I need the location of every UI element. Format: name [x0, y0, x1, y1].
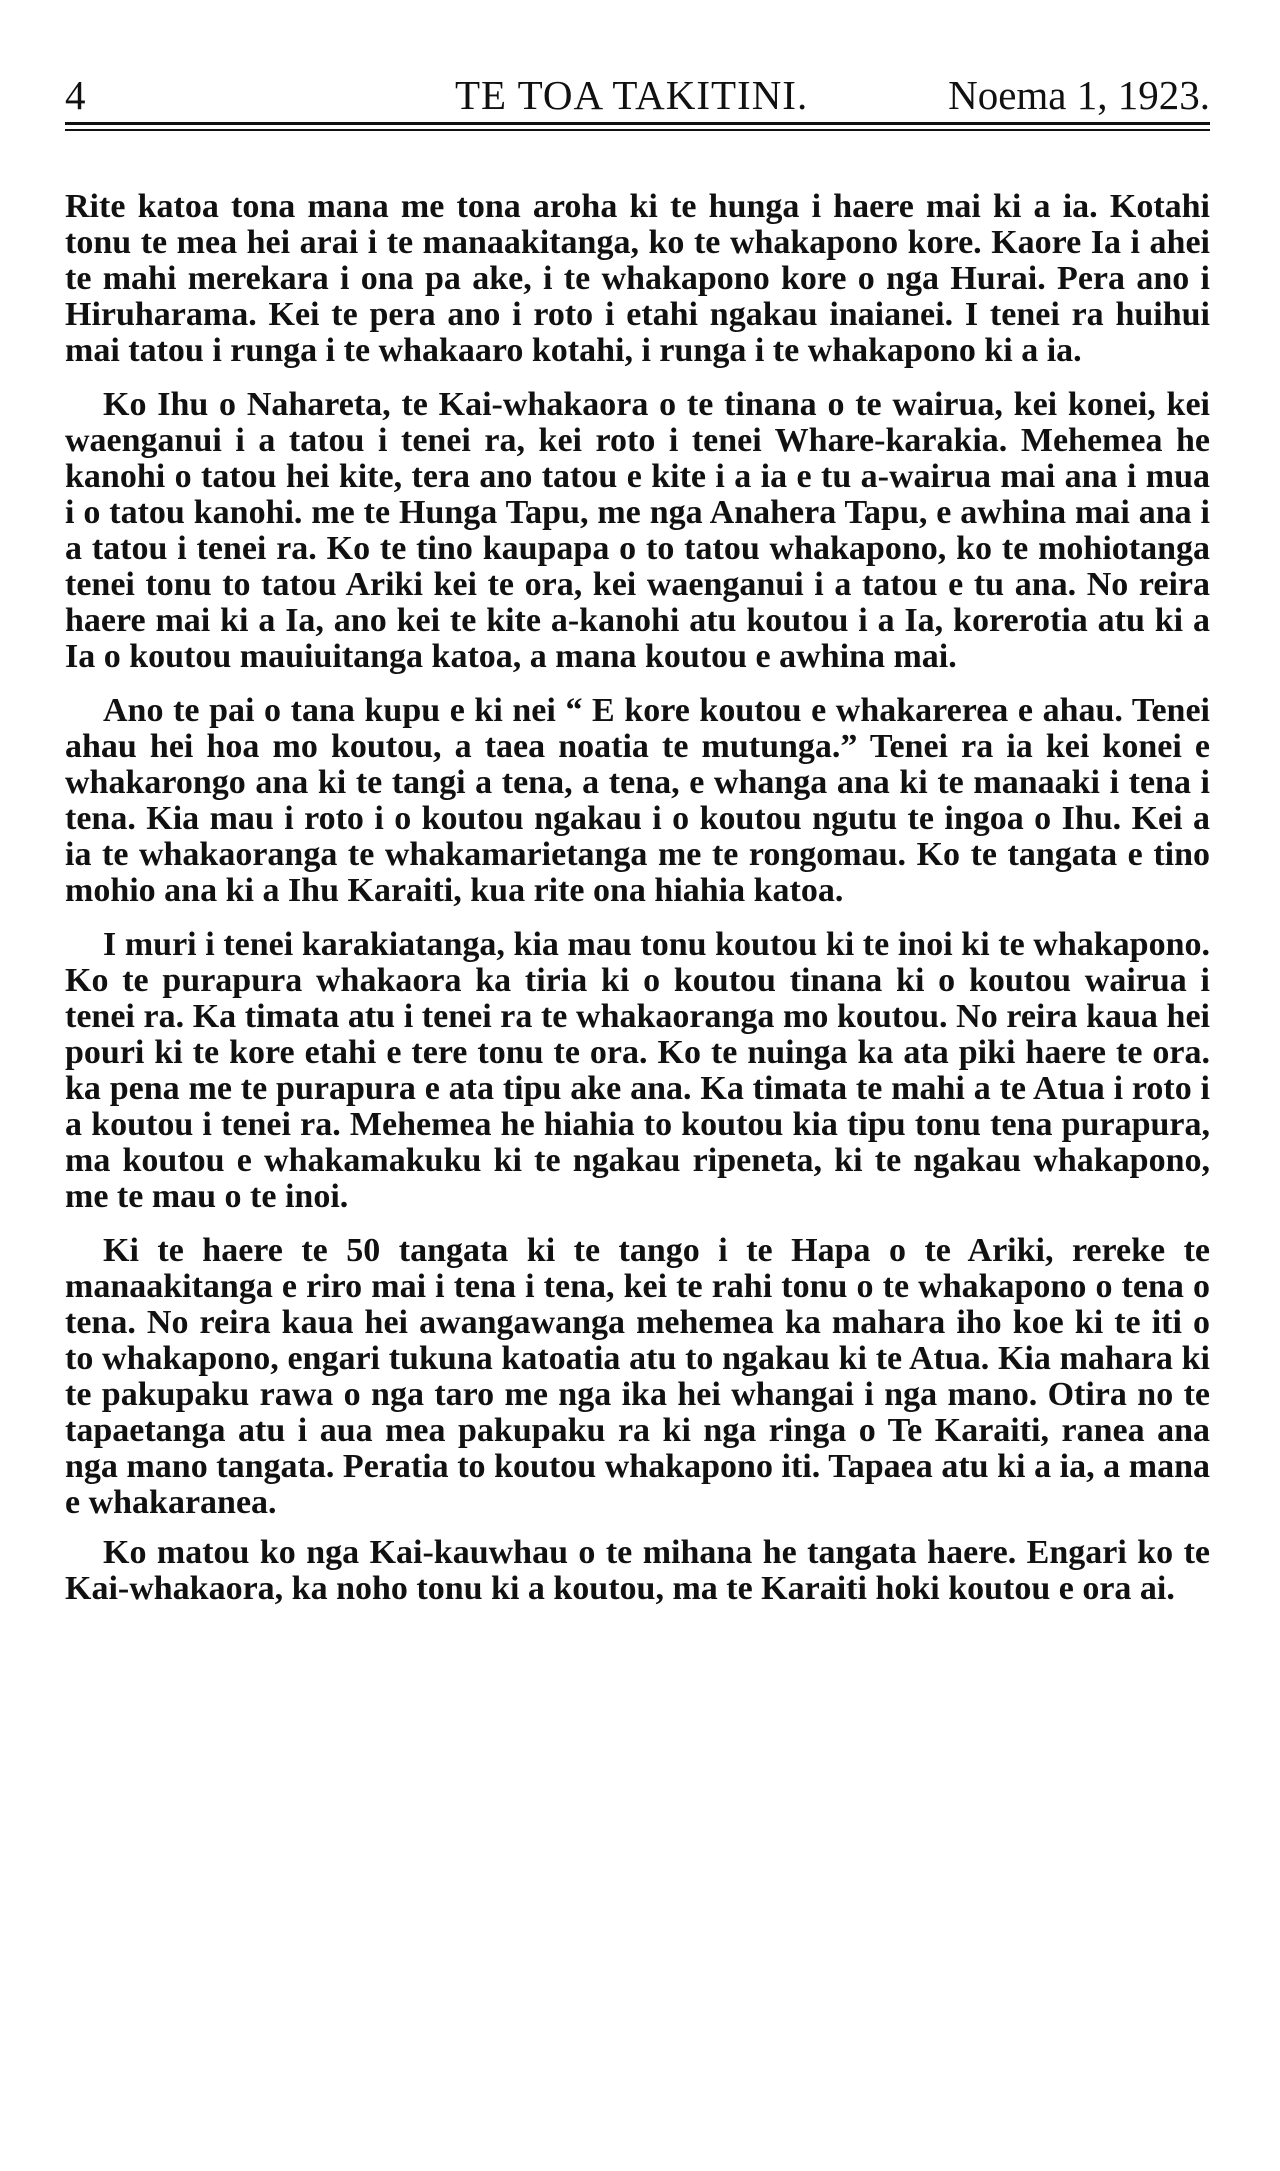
header-rule-thick: [65, 122, 1210, 125]
paragraph-4: I muri i tenei karakiatanga, kia mau tonu koutou ki te inoi ki te whakapono. Ko te purapura whakaora ka tiria ki o koutou tinana ki o koutou wairua i tenei ra. Ka timata atu i tenei ra te whakaoranga mo koutou. No reira kaua hei pouri ki te kore etahi e tere tonu te ora. Ko te nuinga ka ata piki haere te ora. ka pena me te purapura e ata tipu ake ana. Ka timata te mahi a te Atua i roto i a koutou i tenei ra. Mehemea he hiahia to koutou kia tipu tonu tena purapura, ma koutou e whakamakuku ki te ngakau ripeneta, ki te ngakau whakapono, me te mau o te inoi.: [65, 926, 1210, 1215]
running-header: [65, 70, 1210, 120]
paragraph-3: Ano te pai o tana kupu e ki nei “ E kore koutou e whakarerea e ahau. Tenei ahau hei hoa mo koutou, a taea noatia te mutunga.” Tenei ra ia kei konei e whakarongo ana ki te tangi a tena, a tena, e whanga ana ki te manaaki i tena i tena. Kia mau i roto i o koutou ngakau i o koutou ngutu te ingoa o Ihu. Kei a ia te whakaoranga te whakamarietanga me te rongomau. Ko te tangata e tino mohio ana ki a Ihu Karaiti, kua rite ona hiahia katoa.: [65, 692, 1210, 909]
paragraph-1: Rite katoa tona mana me tona aroha ki te hunga i haere mai ki a ia. Kotahi tonu te mea hei arai i te manaakitanga, ko te whakapono kore. Kaore Ia i ahei te mahi merekara i ona pa ake, i te whakapono kore o nga Hurai. Pera ano i Hiruharama. Kei te pera ano i roto i etahi ngakau inaianei. I tenei ra huihui mai tatou i runga i te whakaaro kotahi, i runga i te whakapono ki a ia.: [65, 188, 1210, 369]
article-body: [65, 189, 1210, 1607]
issue-date: Noema 1, 1923.: [948, 72, 1210, 118]
header-rule-thin: [65, 129, 1210, 131]
page: [65, 70, 1210, 1625]
publication-title: TE TOA TAKITINI.: [455, 72, 809, 118]
paragraph-2: Ko Ihu o Nahareta, te Kai-whakaora o te tinana o te wairua, kei konei, kei waenganui i a tatou i tenei ra, kei roto i tenei Whare-karakia. Mehemea he kanohi o tatou hei kite, tera ano tatou e kite i a ia e tu a-wairua mai ana i mua i o tatou kanohi. me te Hunga Tapu, me nga Anahera Tapu, e awhina mai ana i a tatou i tenei ra. Ko te tino kaupapa o to tatou whakapono, ko te mohiotanga tenei tonu to tatou Ariki kei te ora, kei waenganui i a tatou e tu ana. No reira haere mai ki a Ia, ano kei te kite a-kanohi atu koutou i a Ia, korerotia atu ki a Ia o koutou mauiuitanga katoa, a mana koutou e awhina mai.: [65, 386, 1210, 675]
paragraph-6: Ko matou ko nga Kai-kauwhau o te mihana he tangata haere. Engari ko te Kai-whakaora, ka noho tonu ki a koutou, ma te Karaiti hoki koutou e ora ai.: [65, 1534, 1210, 1607]
page-number: 4: [65, 72, 86, 118]
paragraph-5: Ki te haere te 50 tangata ki te tango i te Hapa o te Ariki, rereke te manaakitanga e riro mai i tena i tena, kei te rahi tonu o te whakapono o tena o tena. No reira kaua hei awangawanga mehemea ka mahara iho koe ki te iti o to whakapono, engari tukuna katoatia atu to ngakau ki te Atua. Kia mahara ki te pakupaku rawa o nga taro me nga ika hei whangai i nga mano. Otira no te tapaetanga atu i aua mea pakupaku ra ki nga ringa o Te Karaiti, ranea ana nga mano tangata. Peratia to koutou whakapono iti. Tapaea atu ki a ia, a mana e whakaranea.: [65, 1232, 1210, 1521]
